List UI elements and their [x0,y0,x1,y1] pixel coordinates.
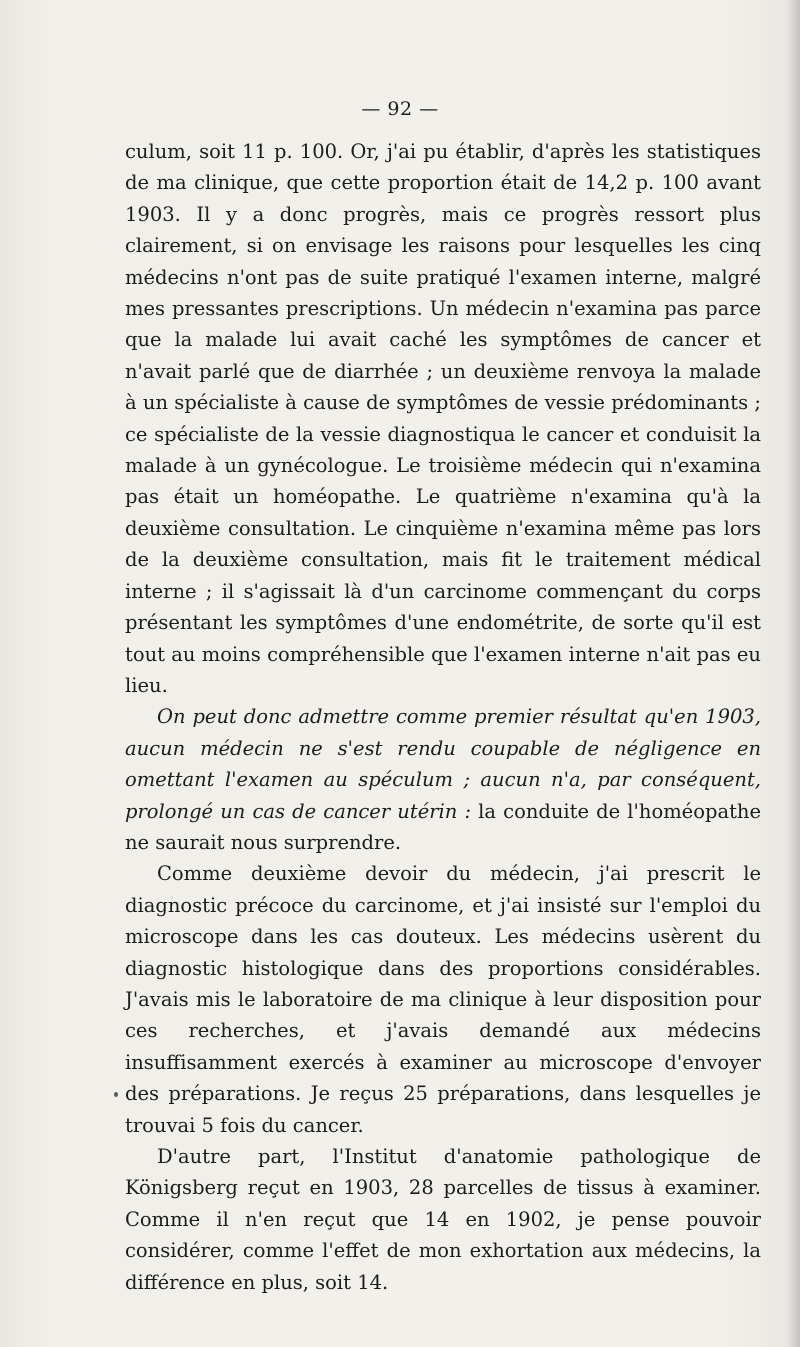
paragraph-2 [125,701,761,858]
body-text [125,136,761,1298]
paragraph-2-rest: la conduite de l'homéopathe ne saurait nous surprendre. [125,799,762,854]
page-number: — 92 — [361,98,439,120]
paragraph-1: culum, soit 11 p. 100. Or, j'ai pu établir, d'après les statistiques de ma clinique, que cette proportion était de 14,2 p. 100 avant 1903. Il y a donc progrès, mais ce progrès ressort plus clairement, si on envisage les raisons pour lesquelles les cinq médecins n'ont pas de suite pratiqué l'examen interne, malgré mes pressantes prescriptions. Un médecin n'examina pas parce que la malade lui avait caché les symptômes de cancer et n'avait parlé que de diarrhée ; un deuxième renvoya la malade à un spécialiste à cause de symptômes de vessie prédominants ; ce spécialiste de la vessie diagnostiqua le cancer et conduisit la malade à un gynécologue. Le troisième médecin qui n'examina pas était un homéopathe. Le quatrième n'examina qu'à la deuxième consultation. Le cinquième n'examina même pas lors de la deuxième consultation, mais fit le traitement médical interne ; il s'agissait là d'un carcinome commençant du corps présentant les symptômes d'une endométrite, de sorte qu'il est tout au moins compréhensible que l'examen interne n'ait pas eu lieu. [125,140,761,697]
print-speck [114,1092,118,1097]
paragraph-4: D'autre part, l'Institut d'anatomie pathologique de Königsberg reçut en 1903, 28 parcelles de tissus à examiner. Comme il n'en reçut que 14 en 1902, je pense pouvoir considérer, comme l'effet de mon exhortation aux médecins, la différence en plus, soit 14. [125,1145,761,1294]
paragraph-2-italic: On peut donc admettre comme premier résultat qu'en 1903, aucun médecin ne s'est rendu coupable de négligence en omettant l'examen au spéculum ; aucun n'a, par conséquent, prolongé un cas de cancer utérin : [125,705,761,823]
page-edge-shadow [786,0,800,1347]
paragraph-3: Comme deuxième devoir du médecin, j'ai prescrit le diagnostic précoce du carcinome, et j'ai insisté sur l'emploi du microscope dans les cas douteux. Les médecins usèrent du diagnostic histologique dans des proportions considérables. J'avais mis le laboratoire de ma clinique à leur disposition pour ces recherches, et j'avais demandé aux médecins insuffisamment exercés à examiner au microscope d'envoyer des préparations. Je reçus 25 préparations, dans lesquelles je trouvai 5 fois du cancer. [125,862,761,1137]
